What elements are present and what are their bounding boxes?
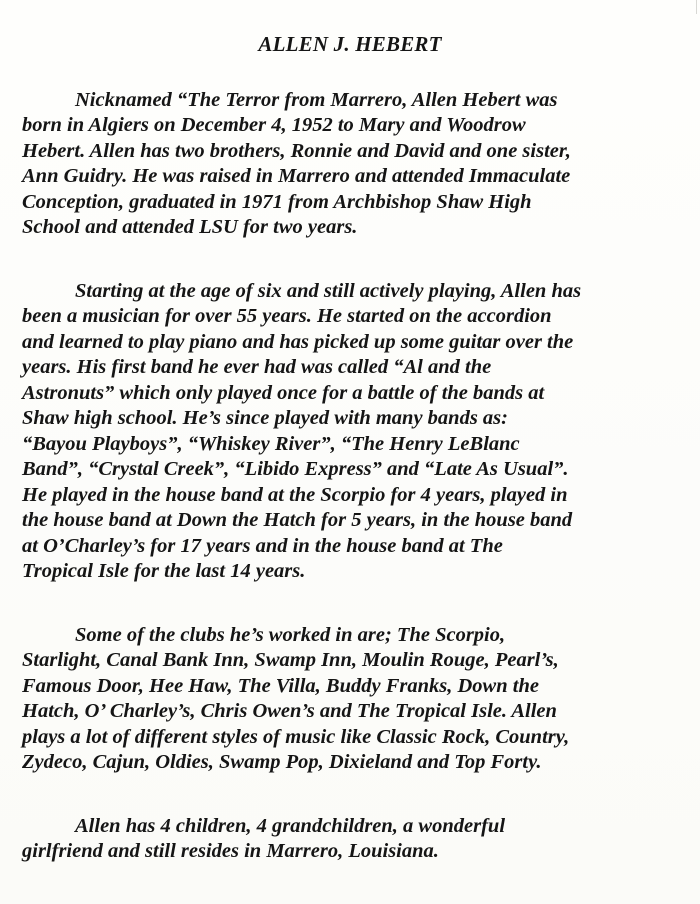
text-line: Some of the clubs he’s worked in are; The Scorpio,: [75, 624, 506, 646]
text-line: School and attended LSU for two years.: [22, 216, 358, 238]
text-line: born in Algiers on December 4, 1952 to Mary and Woodrow: [22, 114, 526, 136]
text-line: girlfriend and still resides in Marrero, Louisiana.: [22, 840, 439, 862]
text-line: and learned to play piano and has picked up some guitar over the: [22, 331, 574, 353]
text-line: Band”, “Crystal Creek”, “Libido Express” and “Late As Usual”.: [22, 458, 569, 480]
text-line: at O’Charley’s for 17 years and in the house band at The: [22, 535, 503, 557]
text-line: Hatch, O’ Charley’s, Chris Owen’s and The Tropical Isle. Allen: [22, 700, 557, 722]
text-line: Tropical Isle for the last 14 years.: [22, 560, 306, 582]
text-line: Starlight, Canal Bank Inn, Swamp Inn, Moulin Rouge, Pearl’s,: [22, 649, 559, 671]
text-line: Nicknamed “The Terror from Marrero, Allen Hebert was: [75, 89, 558, 111]
text-line: Ann Guidry. He was raised in Marrero and attended Immaculate: [22, 165, 571, 187]
text-line: “Bayou Playboys”, “Whiskey River”, “The Henry LeBlanc: [22, 433, 520, 455]
text-line: Astronuts” which only played once for a battle of the bands at: [22, 382, 545, 404]
scan-edge-mark: [696, 0, 700, 14]
text-line: been a musician for over 55 years. He started on the accordion: [22, 305, 552, 327]
text-line: Shaw high school. He’s since played with many bands as:: [22, 407, 508, 429]
text-line: the house band at Down the Hatch for 5 years, in the house band: [22, 509, 573, 531]
text-line: years. His first band he ever had was called “Al and the: [22, 356, 492, 378]
text-line: Conception, graduated in 1971 from Archbishop Shaw High: [22, 191, 532, 213]
text-line: Zydeco, Cajun, Oldies, Swamp Pop, Dixieland and Top Forty.: [22, 751, 542, 773]
text-line: plays a lot of different styles of music like Classic Rock, Country,: [22, 726, 570, 748]
text-line: Allen has 4 children, 4 grandchildren, a wonderful: [75, 815, 506, 837]
text-line: He played in the house band at the Scorpio for 4 years, played in: [22, 484, 568, 506]
text-line: Hebert. Allen has two brothers, Ronnie and David and one sister,: [22, 140, 571, 162]
text-line: Famous Door, Hee Haw, The Villa, Buddy Franks, Down the: [22, 675, 539, 697]
document-title: ALLEN J. HEBERT: [258, 32, 442, 56]
text-line: Starting at the age of six and still actively playing, Allen has: [75, 280, 582, 302]
